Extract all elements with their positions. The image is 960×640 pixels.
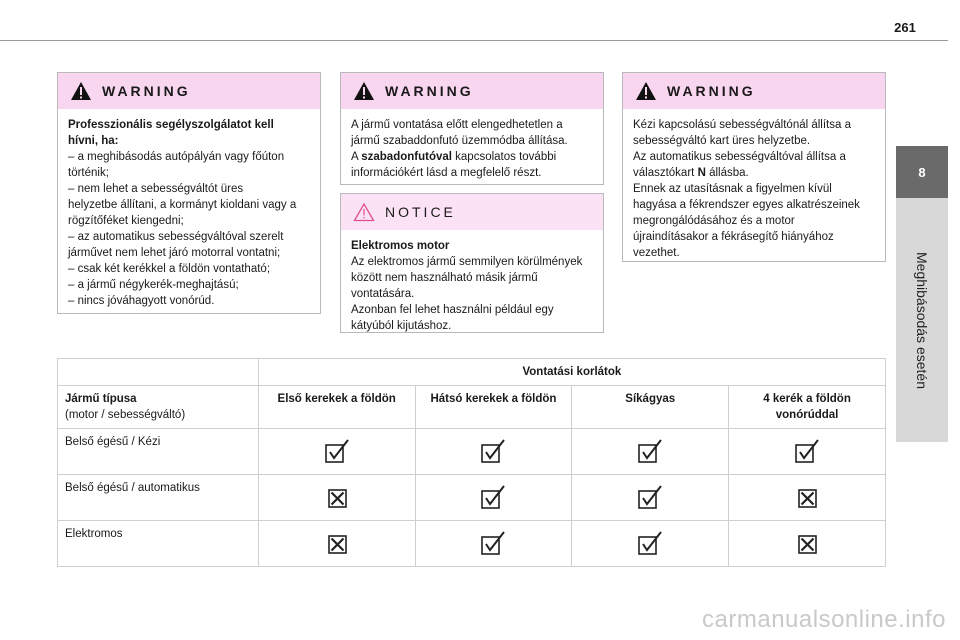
warning3-line: Az automatikus sebességváltóval állítsa a xyxy=(633,151,846,163)
warning-header-3 xyxy=(623,73,885,109)
vehicle-type-label: Jármű típusa xyxy=(65,393,137,405)
warning3-text: választókart xyxy=(633,167,698,179)
notice-line: között nem használható másik jármű xyxy=(351,272,538,284)
warning-label-3: WARNING xyxy=(667,83,756,99)
top-rule xyxy=(0,40,948,41)
watermark: carmanualsonline.info xyxy=(702,606,946,633)
status-cell xyxy=(572,475,729,521)
table-row xyxy=(58,521,886,567)
notice-triangle-icon xyxy=(353,202,375,222)
column-header: Első kerekek a földön xyxy=(258,386,415,429)
warning-body-3 xyxy=(623,109,885,261)
warning-box-3 xyxy=(622,72,886,262)
warning-label-2: WARNING xyxy=(385,83,474,99)
warning3-line xyxy=(633,165,875,181)
status-cell xyxy=(258,521,415,567)
warning3-line: vezethet. xyxy=(633,247,680,259)
warning2-line: jármű szabaddonfutó üzemmódba állítása. xyxy=(351,135,568,147)
checkmark-icon xyxy=(637,485,663,511)
notice-line: Azonban fel lehet használni például egy xyxy=(351,304,554,316)
status-cell xyxy=(729,521,886,567)
chapter-title xyxy=(896,198,948,442)
notice-body xyxy=(341,230,603,334)
column-header: Síkágyas xyxy=(572,386,729,429)
warning1-line: – a jármű négykerék-meghajtású; xyxy=(68,279,239,291)
warning2-line: információkért lásd a megfelelő részt. xyxy=(351,167,542,179)
warning3-bold-term: N xyxy=(697,167,706,179)
status-cell xyxy=(258,475,415,521)
checkmark-icon xyxy=(637,439,663,465)
checkmark-icon xyxy=(794,439,820,465)
notice-box xyxy=(340,193,604,333)
warning1-bold-line: Professzionális segélyszolgálatot kell xyxy=(68,119,274,131)
table-empty-cell xyxy=(58,359,259,386)
warning3-line: sebességváltó kart üres helyzetbe. xyxy=(633,135,811,147)
cross-box-icon xyxy=(324,531,350,557)
warning1-line: – nincs jóváhagyott vonórúd. xyxy=(68,295,215,307)
warning1-line: rögzítőféket kiengedni; xyxy=(68,215,184,227)
warning1-line: helyzetbe állítani, a kormányt kioldani vagy a xyxy=(68,199,297,211)
page-number: 261 xyxy=(894,20,916,35)
warning-triangle-icon xyxy=(353,81,375,101)
cross-box-icon xyxy=(324,485,350,511)
warning-body-1 xyxy=(58,109,320,309)
warning-label-1: WARNING xyxy=(102,83,191,99)
status-cell xyxy=(415,521,572,567)
status-cell xyxy=(729,429,886,475)
notice-line: vontatására. xyxy=(351,288,415,300)
table-group-header-row xyxy=(58,359,886,386)
warning3-line: hagyása a fékrendszer egyes alkatrészeinek xyxy=(633,199,860,211)
warning1-line: – csak két kerékkel a földön vontatható; xyxy=(68,263,271,275)
warning2-line: A jármű vontatása előtt elengedhetetlen a xyxy=(351,119,563,131)
warning2-text: A xyxy=(351,151,362,163)
warning1-line: járművet nem lehet járó motorral vontatni; xyxy=(68,247,281,259)
towing-limits-table xyxy=(57,358,886,567)
warning1-line: – a meghibásodás autópályán vagy főúton xyxy=(68,151,285,163)
warning-body-2 xyxy=(341,109,603,181)
warning-triangle-icon xyxy=(635,81,657,101)
warning-triangle-icon xyxy=(70,81,92,101)
warning3-line: újraindításakor a fékrásegítő hiányához xyxy=(633,231,834,243)
checkmark-icon xyxy=(637,531,663,557)
warning-box-2 xyxy=(340,72,604,185)
table-column-header-row xyxy=(58,386,886,429)
notice-line: kátyúból kijutáshoz. xyxy=(351,320,452,332)
warning3-line: megrongálódásához és a motor xyxy=(633,215,795,227)
checkmark-icon xyxy=(324,439,350,465)
status-cell xyxy=(572,429,729,475)
column-header: 4 kerék a földön vonórúddal xyxy=(729,386,886,429)
row-label: Elektromos xyxy=(58,521,259,567)
warning2-text: kapcsolatos további xyxy=(451,151,557,163)
warning2-line xyxy=(351,149,593,165)
warning3-line: Ennek az utasításnak a figyelmen kívül xyxy=(633,183,832,195)
checkmark-icon xyxy=(480,439,506,465)
warning2-bold-term: szabadonfutóval xyxy=(361,151,452,163)
warning-header-1 xyxy=(58,73,320,109)
status-cell xyxy=(415,475,572,521)
vehicle-type-header xyxy=(58,386,259,429)
notice-label: NOTICE xyxy=(385,204,456,220)
table-row xyxy=(58,475,886,521)
warning-box-1 xyxy=(57,72,321,314)
checkmark-icon xyxy=(480,531,506,557)
notice-header xyxy=(341,194,603,230)
vehicle-type-sub: (motor / sebességváltó) xyxy=(65,409,186,421)
notice-title: Elektromos motor xyxy=(351,240,450,252)
status-cell xyxy=(258,429,415,475)
cross-box-icon xyxy=(794,485,820,511)
warning-header-2 xyxy=(341,73,603,109)
chapter-title-text: Meghibásodás esetén xyxy=(914,251,930,389)
chapter-tab-number: 8 xyxy=(896,146,948,198)
status-cell xyxy=(729,475,886,521)
warning1-line: történik; xyxy=(68,167,109,179)
warning1-line: – az automatikus sebességváltóval szerelt xyxy=(68,231,284,243)
warning1-line: – nem lehet a sebességváltót üres xyxy=(68,183,244,195)
checkmark-icon xyxy=(480,485,506,511)
row-label: Belső égésű / automatikus xyxy=(58,475,259,521)
table-row xyxy=(58,429,886,475)
table-group-header: Vontatási korlátok xyxy=(258,359,885,386)
status-cell xyxy=(415,429,572,475)
cross-box-icon xyxy=(794,531,820,557)
notice-line: Az elektromos jármű semmilyen körülmények xyxy=(351,256,583,268)
row-label: Belső égésű / Kézi xyxy=(58,429,259,475)
status-cell xyxy=(572,521,729,567)
column-header: Hátsó kerekek a földön xyxy=(415,386,572,429)
warning3-line: Kézi kapcsolású sebességváltónál állítsa a xyxy=(633,119,851,131)
warning1-bold-line: hívni, ha: xyxy=(68,135,119,147)
warning3-text: állásba. xyxy=(705,167,749,179)
